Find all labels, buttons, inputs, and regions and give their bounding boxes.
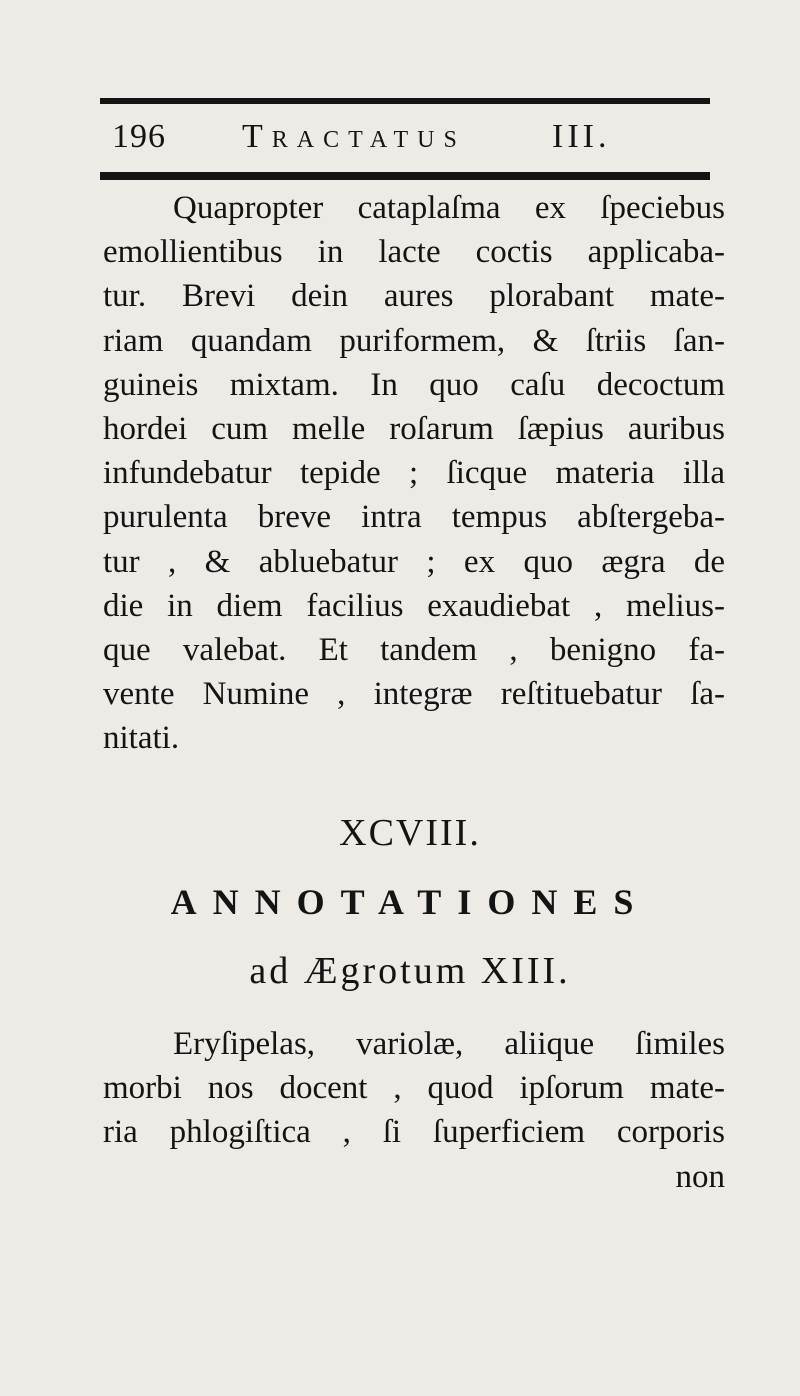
header-top-rule xyxy=(100,98,710,104)
text-line: nitati. xyxy=(103,720,180,757)
text-line: vente Numine , integræ reſtituebatur ſa- xyxy=(103,676,725,713)
annotations-title: ANNOTATIONES xyxy=(170,882,650,922)
running-title: Tractatus xyxy=(242,118,466,155)
text-line: ria phlogiſtica , ſi ſuperficiem corporis xyxy=(103,1114,725,1151)
text-line: Quapropter cataplaſma ex ſpeciebus xyxy=(173,190,725,226)
paragraph-1 xyxy=(103,186,725,760)
text-line: guineis mixtam. In quo caſu decoctum xyxy=(103,366,725,403)
section-number: III. xyxy=(552,118,611,155)
running-header xyxy=(112,112,712,162)
text-line: emollientibus in lacte coctis applicaba- xyxy=(103,234,725,271)
header-bottom-rule xyxy=(100,172,710,180)
text-line: die in diem facilius exaudiebat , melius- xyxy=(103,587,725,624)
text-line: purulenta breve intra tempus abſtergeba- xyxy=(103,499,725,536)
text-line: tur. Brevi dein aures plorabant mate- xyxy=(103,278,725,315)
text-line: tur , & abluebatur ; ex quo ægra de xyxy=(103,543,725,580)
text-line: que valebat. Et tandem , benigno fa- xyxy=(103,631,725,668)
paragraph-2 xyxy=(103,1022,725,1199)
text-line: Eryſipelas, variolæ, aliique ſimiles xyxy=(173,1026,725,1062)
catchword: non xyxy=(675,1158,725,1195)
annotations-subtitle: ad Ægrotum XIII. xyxy=(249,950,571,992)
text-line: morbi nos docent , quod ipſorum mate- xyxy=(103,1070,725,1107)
text-line: infundebatur tepide ; ſicque materia illa xyxy=(103,455,725,492)
text-line: riam quandam puriformem, & ſtriis ſan- xyxy=(103,322,725,359)
page-number: 196 xyxy=(112,118,166,155)
text-line: hordei cum melle roſarum ſæpius auribus xyxy=(103,410,725,447)
chapter-heading: XCVIII. xyxy=(339,812,481,854)
